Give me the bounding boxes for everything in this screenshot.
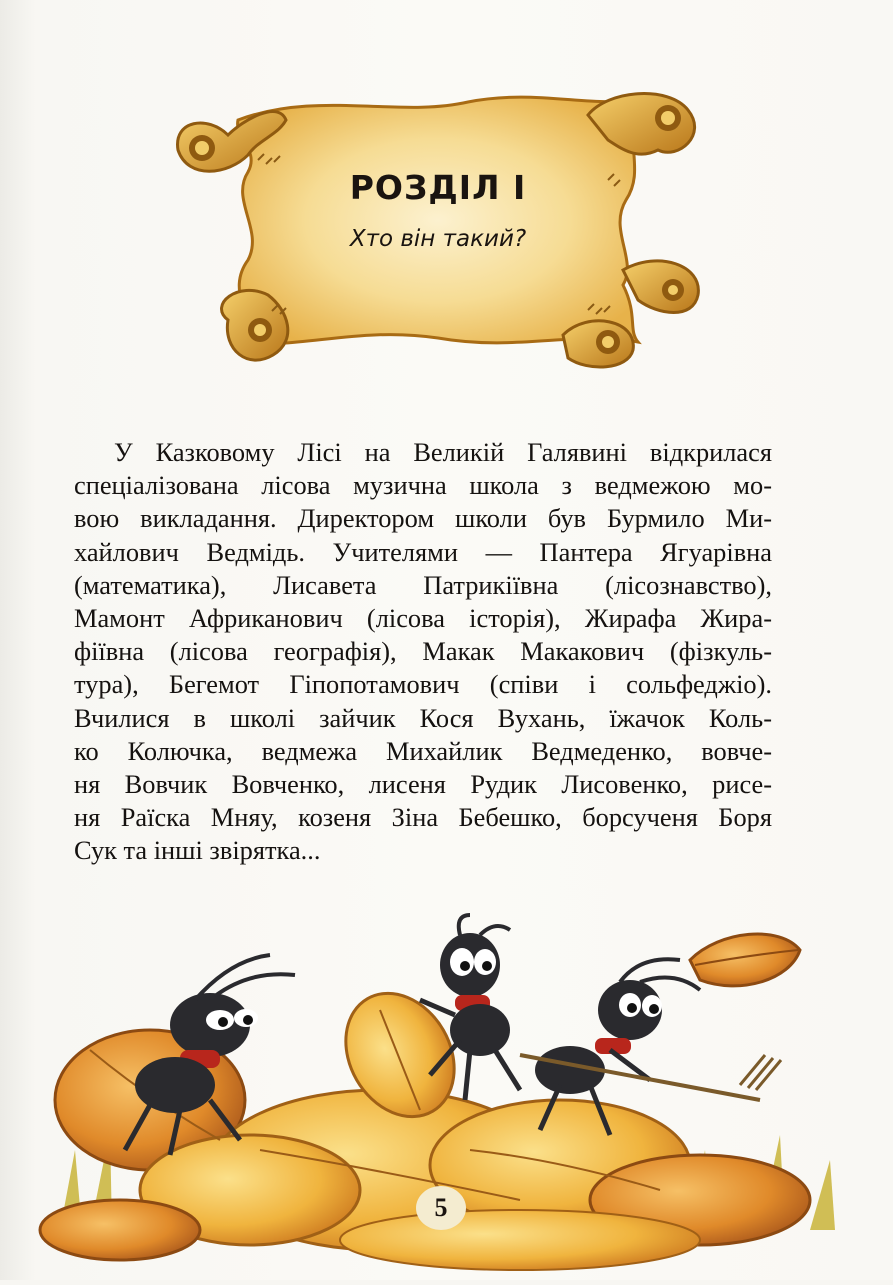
page-number: 5 [416,1186,466,1230]
body-line: ня Раїска Мняу, козеня Зіна Бебешко, борсученя Боря [74,802,772,833]
body-line: хайлович Ведмідь. Учителями — Пантера Ягуарівна [74,536,772,567]
body-line: ко Колючка, ведмежа Михайлик Ведмеденко, вовче- [74,735,772,766]
body-line: ня Вовчик Вовченко, лисеня Рудик Лисовенко, рисе- [74,769,772,800]
body-line: (математика), Лисавета Патрикіївна (лісознавство), [74,569,772,600]
chapter-subtitle: Хто він такий? [349,226,527,252]
body-line: тура), Бегемот Гіпопотамович (співи і сольфеджіо). [74,669,772,700]
chapter-body-text [74,436,772,868]
flying-leaf-icon [690,934,800,986]
body-line: фіївна (лісова географія), Макак Макакович (фізкуль- [74,636,772,667]
body-line: У Казковому Лісі на Великій Галявині відкрилася [114,437,772,467]
body-line: вою викладання. Директором школи був Бурмило Ми- [74,503,772,534]
body-line: Мамонт Африканович (лісова історія), Жирафа Жира- [74,603,772,634]
ant-icon [420,915,520,1100]
body-line: спеціалізована лісова музична школа з ведмежою мо- [74,470,772,501]
chapter-scroll-banner [168,80,708,370]
body-line: Сук та інші звірятка... [74,835,321,866]
body-line: Вчилися в школі зайчик Кося Вухань, їжачок Коль- [74,702,772,733]
parchment-scroll-icon [168,80,708,370]
chapter-title: РОЗДІЛ І [349,168,527,207]
